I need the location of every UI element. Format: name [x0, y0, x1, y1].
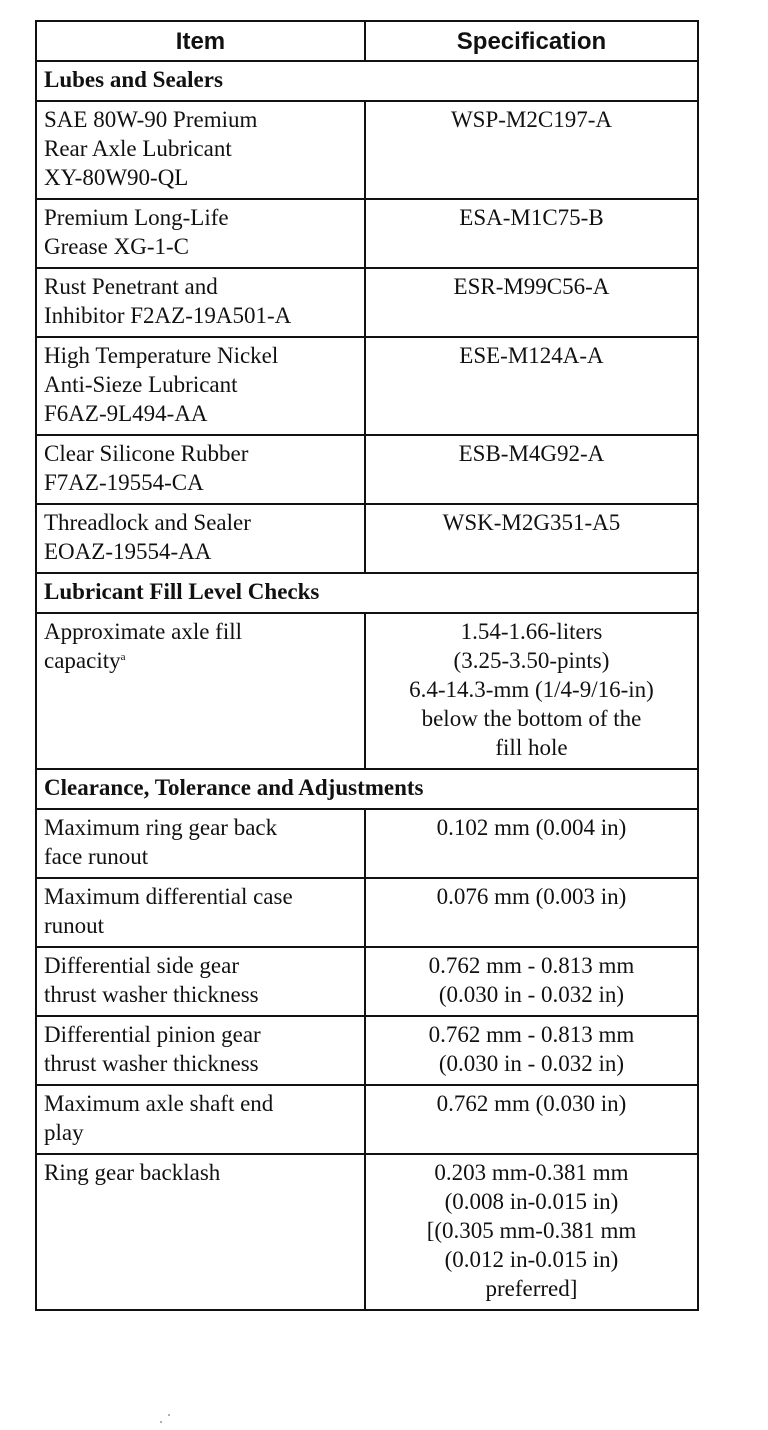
item-text-line [44, 163, 357, 192]
table-row [36, 878, 698, 947]
item-cell [36, 1085, 365, 1154]
item-text: Maximum differential case [44, 884, 293, 909]
item-cell [36, 947, 365, 1016]
table-row [36, 101, 698, 199]
table-row [36, 504, 698, 573]
table-row [36, 1154, 698, 1310]
specification-cell [365, 199, 698, 268]
item-text-line [44, 911, 357, 940]
item-text: Approximate axle fill [44, 619, 242, 644]
specification-text-line: (0.008 in-0.015 in) [444, 1189, 619, 1214]
item-text-line [44, 439, 357, 468]
item-text-line [44, 951, 357, 980]
specification-text-line: 0.203 mm-0.381 mm [434, 1160, 629, 1185]
item-text: High Temperature Nickel [44, 343, 279, 368]
specification-text-line: 0.076 mm (0.003 in) [436, 884, 627, 909]
table-row [36, 613, 698, 769]
specification-text-line: WSP-M2C197-A [450, 107, 612, 132]
specification-cell [365, 1085, 698, 1154]
table-row [36, 1085, 698, 1154]
item-column-header: Item [36, 21, 365, 61]
specification-text-line: 0.762 mm - 0.813 mm [428, 953, 635, 978]
table-body [36, 61, 698, 1310]
specification-cell [365, 947, 698, 1016]
item-text: EOAZ-19554-AA [44, 539, 212, 564]
item-cell [36, 435, 365, 504]
scan-speck [160, 1421, 162, 1423]
scan-speck [168, 1414, 170, 1416]
specification-text-line: ESE-M124A-A [459, 343, 604, 368]
specification-text-line: (0.030 in - 0.032 in) [438, 1051, 625, 1076]
footnote-marker: a [120, 651, 126, 663]
section-row [36, 61, 698, 101]
specification-cell [365, 504, 698, 573]
specification-cell [365, 268, 698, 337]
item-text: runout [44, 913, 105, 938]
item-text: Maximum ring gear back [44, 815, 278, 840]
header-row [36, 21, 698, 61]
item-cell [36, 337, 365, 435]
item-text-line [44, 1089, 357, 1118]
item-text-line [44, 341, 357, 370]
item-text-line [44, 617, 357, 646]
item-cell [36, 504, 365, 573]
item-cell [36, 878, 365, 947]
item-text-line [44, 882, 357, 911]
item-text-line [44, 468, 357, 497]
specification-cell [365, 337, 698, 435]
item-text-line [44, 980, 357, 1009]
item-text-line [44, 399, 357, 428]
specification-text-line: [(0.305 mm-0.381 mm [426, 1218, 637, 1243]
item-text: Rust Penetrant and [44, 274, 218, 299]
item-text-line [44, 1158, 357, 1187]
table-row [36, 199, 698, 268]
item-text: capacity [44, 648, 121, 673]
specification-column-header: Specification [365, 21, 698, 61]
specification-table [35, 20, 699, 1311]
item-text: play [44, 1120, 84, 1145]
specification-text-line: below the bottom of the [421, 706, 642, 731]
specification-text-line: ESA-M1C75-B [459, 205, 604, 230]
table-row [36, 435, 698, 504]
specification-cell [365, 878, 698, 947]
item-text-line [44, 203, 357, 232]
item-text-line [44, 105, 357, 134]
item-text-line [44, 508, 357, 537]
specification-cell [365, 435, 698, 504]
specification-cell [365, 1154, 698, 1310]
specification-text-line: 0.762 mm (0.030 in) [436, 1091, 627, 1116]
item-text: thrust washer thickness [44, 982, 259, 1007]
item-cell [36, 101, 365, 199]
item-cell [36, 1016, 365, 1085]
specification-text-line: ESB-M4G92-A [458, 441, 605, 466]
item-cell [36, 199, 365, 268]
table-row [36, 809, 698, 878]
item-text: F7AZ-19554-CA [44, 470, 204, 495]
item-cell [36, 809, 365, 878]
item-text: SAE 80W-90 Premium [44, 107, 258, 132]
item-text: Clear Silicone Rubber [44, 441, 249, 466]
item-cell [36, 1154, 365, 1310]
item-text: Anti-Sieze Lubricant [44, 372, 238, 397]
item-text-line [44, 813, 357, 842]
section-title: Clearance, Tolerance and Adjustments [36, 769, 698, 809]
item-text: face runout [44, 844, 149, 869]
item-text: Inhibitor F2AZ-19A501-A [44, 303, 292, 328]
table-row [36, 1016, 698, 1085]
item-text: Differential pinion gear [44, 1022, 261, 1047]
item-cell [36, 613, 365, 769]
specification-cell [365, 1016, 698, 1085]
section-row [36, 769, 698, 809]
item-text-line [44, 232, 357, 261]
item-text-line [44, 1020, 357, 1049]
item-text: Ring gear backlash [44, 1160, 221, 1185]
item-text-line [44, 134, 357, 163]
specification-cell [365, 101, 698, 199]
item-text: Grease XG-1-C [44, 234, 189, 259]
table-row [36, 268, 698, 337]
item-text-line [44, 646, 357, 675]
item-text: thrust washer thickness [44, 1051, 259, 1076]
item-text: Differential side gear [44, 953, 239, 978]
item-text-line [44, 842, 357, 871]
item-cell [36, 268, 365, 337]
specification-text-line: preferred] [485, 1276, 578, 1301]
item-text: Premium Long-Life [44, 205, 229, 230]
specification-text-line: 0.762 mm - 0.813 mm [428, 1022, 635, 1047]
item-text-line [44, 537, 357, 566]
section-title: Lubes and Sealers [36, 61, 698, 101]
item-text-line [44, 272, 357, 301]
specification-text-line: (0.030 in - 0.032 in) [438, 982, 625, 1007]
item-text: Threadlock and Sealer [44, 510, 251, 535]
specification-text-line: ESR-M99C56-A [453, 274, 610, 299]
specification-text-line: 6.4-14.3-mm (1/4-9/16-in) [409, 677, 654, 702]
item-text: Rear Axle Lubricant [44, 136, 232, 161]
item-text: XY-80W90-QL [44, 165, 189, 190]
item-text-line [44, 1049, 357, 1078]
specification-text-line: fill hole [495, 735, 568, 760]
specification-text-line: (3.25-3.50-pints) [453, 648, 610, 673]
section-title: Lubricant Fill Level Checks [36, 573, 698, 613]
specification-text-line: WSK-M2G351-A5 [442, 510, 621, 535]
item-text-line [44, 301, 357, 330]
item-text: Maximum axle shaft end [44, 1091, 274, 1116]
section-row [36, 573, 698, 613]
table-row [36, 337, 698, 435]
specification-text-line: 0.102 mm (0.004 in) [436, 815, 627, 840]
table-row [36, 947, 698, 1016]
item-text: F6AZ-9L494-AA [44, 401, 208, 426]
specification-text-line: (0.012 in-0.015 in) [444, 1247, 619, 1272]
specification-text-line: 1.54-1.66-liters [460, 619, 603, 644]
specification-cell [365, 809, 698, 878]
specification-cell [365, 613, 698, 769]
item-text-line [44, 370, 357, 399]
item-text-line [44, 1118, 357, 1147]
